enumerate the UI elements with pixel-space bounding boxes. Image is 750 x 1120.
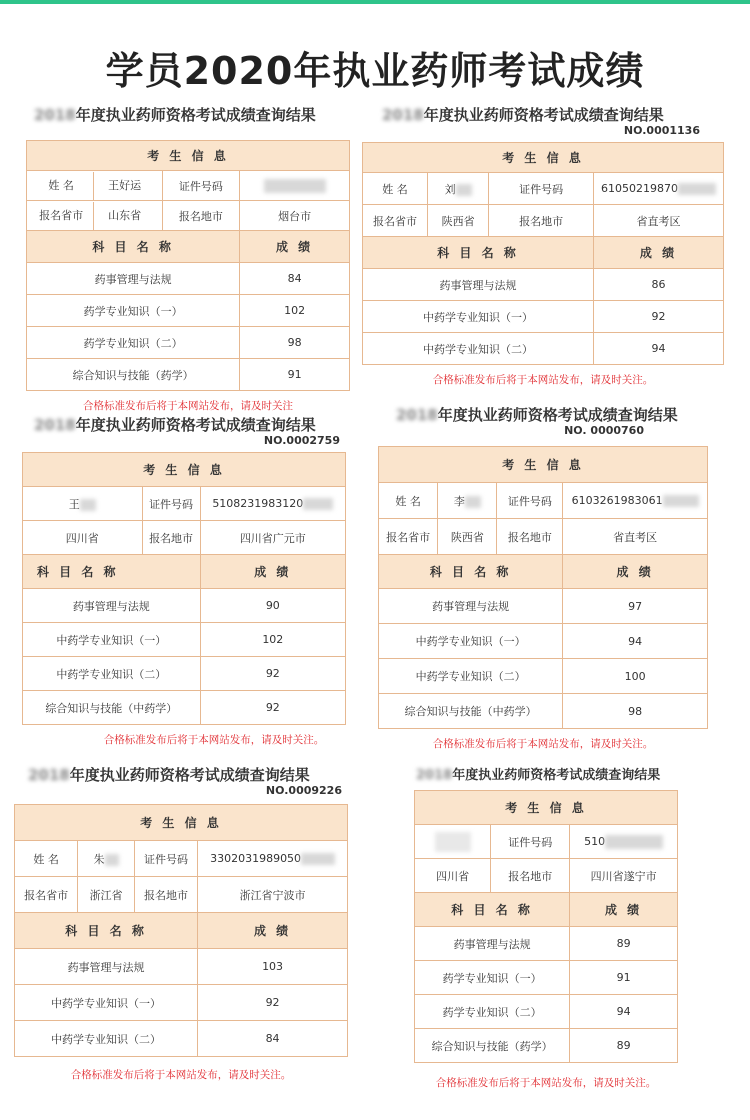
score-table: 考 生 信 息 姓 名 李 证件号码 6103261983061 报名省市 陕西省 报名地市 省直考区 科 目 名 称 成 绩 药事管理与法规 97 中药学专业知识（一） 94 中药学专业知识（二） 100 综合知识与技能（中药学） 98 — [378, 446, 708, 729]
redacted-id — [264, 179, 326, 193]
redacted-name — [456, 184, 472, 196]
table-row: 综合知识与技能（药学） 91 — [27, 359, 350, 391]
card-title: 2018年度执业药师资格考试成绩查询结果 — [34, 106, 316, 124]
table-row: 药事管理与法规 97 — [379, 589, 708, 624]
table-row: 药学专业知识（二） 94 — [415, 995, 678, 1029]
table-row: 中药学专业知识（一） 92 — [15, 985, 348, 1021]
notice-text: 合格标准发布后将于本网站发布，请及时关注。 — [435, 1077, 657, 1089]
score-card-4 — [378, 404, 708, 751]
redacted-name — [435, 832, 471, 852]
table-row: 药学专业知识（一） 91 — [415, 961, 678, 995]
page-title: 学员2020年执业药师考试成绩 — [105, 49, 645, 93]
table-row: 中药学专业知识（二） 100 — [379, 659, 708, 694]
section-header: 考 生 信 息 — [415, 791, 678, 825]
table-row: 药事管理与法规 86 — [363, 269, 724, 301]
notice-text: 合格标准发布后将于本网站发布，请及时关注。 — [432, 374, 654, 386]
score-card-6 — [414, 764, 678, 1090]
score-table: 考 生 信 息 姓 名 王好运 证件号码 报名省市 山东省 报名地市 烟台市 科 目 名 称 成 绩 药事管理与法规 84 药学专业知识（一） 102 药学专业知识（二） 98 综合知识与技能（药学） 91 — [26, 140, 350, 391]
table-row: 药事管理与法规 103 — [15, 949, 348, 985]
table-row: 药事管理与法规 84 — [27, 263, 350, 295]
redacted-name — [80, 499, 96, 511]
card-title: 2018年度执业药师资格考试成绩查询结果 — [28, 766, 310, 784]
section-header: 考 生 信 息 — [363, 143, 724, 173]
score-card-5 — [14, 764, 348, 1082]
redacted-name — [465, 496, 481, 508]
table-row: 综合知识与技能（药学） 89 — [415, 1029, 678, 1063]
table-row: 药事管理与法规 90 — [23, 589, 346, 623]
table-row: 中药学专业知识（二） 92 — [23, 657, 346, 691]
table-row: 中药学专业知识（一） 92 — [363, 301, 724, 333]
score-table: 考 生 信 息 证件号码 510 四川省 报名地市 四川省遂宁市 科 目 名 称 成 绩 药事管理与法规 89 药学专业知识（一） 91 药学专业知识（二） 94 综合知识与技能（药学） 89 — [414, 790, 678, 1063]
card-title: 2018年度执业药师资格考试成绩查询结果 — [34, 416, 316, 434]
section-header: 考 生 信 息 — [27, 141, 350, 171]
score-table: 考 生 信 息 姓 名 朱 证件号码 3302031989050 报名省市 浙江省 报名地市 浙江省宁波市 科 目 名 称 成 绩 药事管理与法规 103 中药学专业知识（一） 92 中药学专业知识（二） 84 — [14, 804, 348, 1057]
score-card-2 — [362, 104, 724, 387]
redacted-name — [105, 854, 119, 866]
table-row: 药学专业知识（二） 98 — [27, 327, 350, 359]
card-title: 2018年度执业药师资格考试成绩查询结果 — [382, 106, 664, 124]
score-card-1 — [26, 104, 350, 413]
table-row: 综合知识与技能（中药学） 92 — [23, 691, 346, 725]
card-number: NO.0001136 — [623, 124, 700, 137]
table-row: 中药学专业知识（一） 102 — [23, 623, 346, 657]
info-row: 姓 名 王好运 — [27, 171, 163, 201]
redacted-id — [303, 498, 333, 510]
notice-text: 合格标准发布后将于本网站发布，请及时关注。 — [70, 1069, 292, 1081]
notice-text: 合格标准发布后将于本网站发布，请及时关注 — [83, 400, 293, 412]
score-card-3 — [22, 414, 346, 747]
table-row: 中药学专业知识（二） 94 — [363, 333, 724, 365]
table-row: 综合知识与技能（中药学） 98 — [379, 694, 708, 729]
card-number: NO. 0000760 — [564, 424, 644, 437]
table-row: 药事管理与法规 89 — [415, 927, 678, 961]
redacted-id — [678, 183, 716, 195]
score-table: 考 生 信 息 王 证件号码 5108231983120 四川省 报名地市 四川省广元市 科 目 名 称 成 绩 药事管理与法规 90 中药学专业知识（一） 102 中药学专业知识（二） 92 综合知识与技能（中药学） 92 — [22, 452, 346, 725]
top-accent-bar — [0, 0, 750, 4]
notice-text: 合格标准发布后将于本网站发布，请及时关注。 — [432, 738, 654, 750]
redacted-id — [605, 835, 663, 849]
section-header: 考 生 信 息 — [15, 805, 348, 841]
table-row: 中药学专业知识（一） 94 — [379, 624, 708, 659]
card-title: 2018年度执业药师资格考试成绩查询结果 — [396, 406, 678, 424]
card-number: NO.0002759 — [263, 434, 340, 447]
redacted-id — [301, 853, 335, 865]
section-header: 考 生 信 息 — [23, 453, 346, 487]
card-number — [26, 126, 350, 140]
table-row: 中药学专业知识（二） 84 — [15, 1021, 348, 1057]
redacted-id — [663, 495, 699, 507]
card-title: 2018年度执业药师资格考试成绩查询结果 — [416, 768, 661, 783]
notice-text: 合格标准发布后将于本网站发布，请及时关注。 — [103, 734, 325, 746]
card-number: NO.0009226 — [265, 784, 342, 797]
section-header: 考 生 信 息 — [379, 447, 708, 483]
score-table: 考 生 信 息 姓 名 刘 证件号码 61050219870 报名省市 陕西省 报名地市 省直考区 科 目 名 称 成 绩 药事管理与法规 86 中药学专业知识（一） 92 中药学专业知识（二） 94 — [362, 142, 724, 365]
table-row: 药学专业知识（一） 102 — [27, 295, 350, 327]
